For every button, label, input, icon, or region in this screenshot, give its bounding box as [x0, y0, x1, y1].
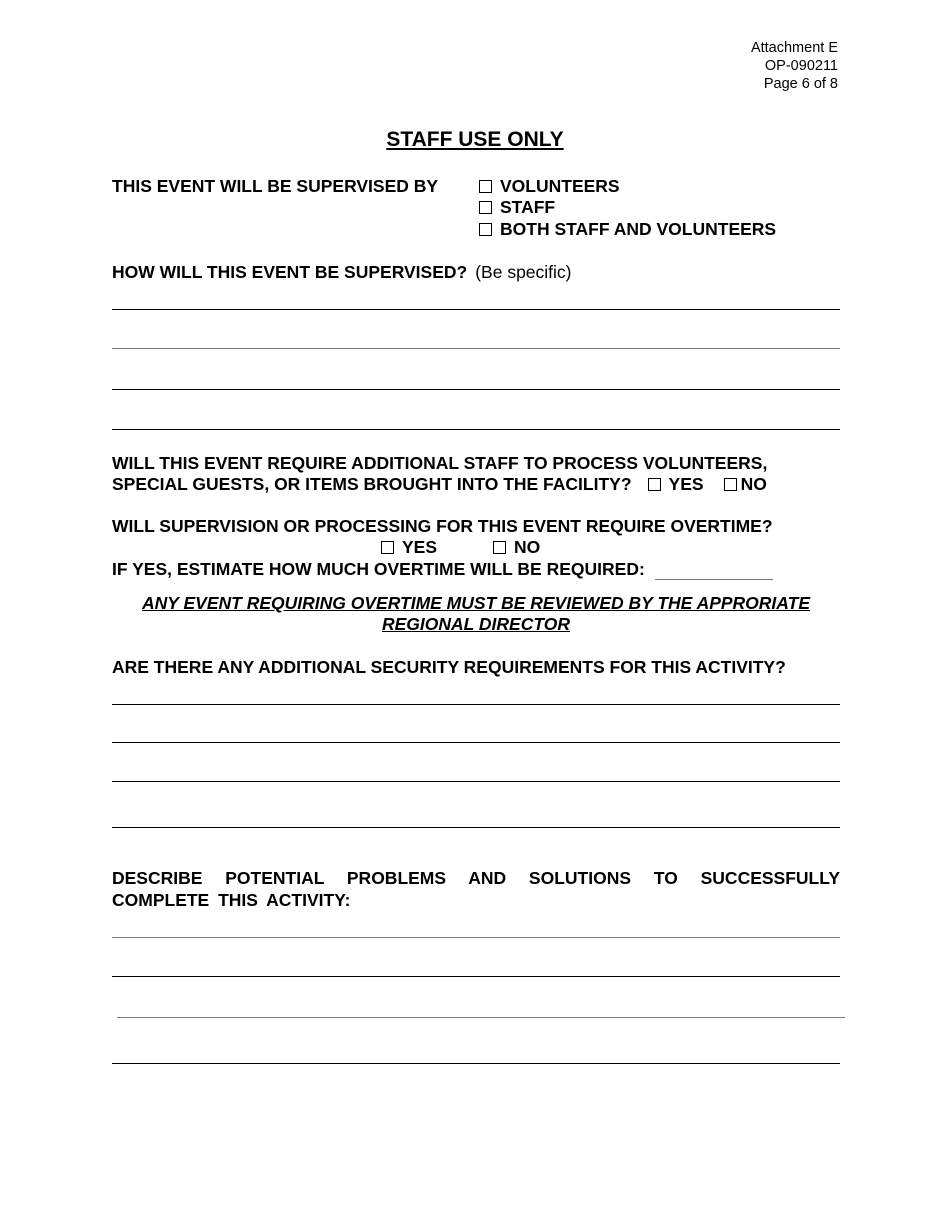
both-checkbox[interactable]	[479, 223, 492, 236]
page-number: Page 6 of 8	[763, 76, 838, 92]
answer-line[interactable]	[112, 827, 840, 828]
overtime-question: WILL SUPERVISION OR PROCESSING FOR THIS EVENT REQUIRE OVERTIME?	[112, 516, 773, 536]
overtime-no[interactable]	[493, 537, 540, 558]
notice-line2: REGIONAL DIRECTOR	[382, 614, 570, 634]
answer-line[interactable]	[112, 429, 840, 430]
notice-line1: ANY EVENT REQUIRING OVERTIME MUST BE REVIEWED BY THE APPRORIATE	[142, 593, 810, 613]
volunteers-checkbox[interactable]	[479, 180, 492, 193]
staff-label: STAFF	[500, 197, 556, 217]
answer-line[interactable]	[112, 742, 840, 743]
answer-line[interactable]	[112, 781, 840, 782]
how-supervised-hint: (Be specific)	[475, 262, 572, 282]
page-title: STAFF USE ONLY	[386, 128, 564, 151]
additional-staff-yes-checkbox[interactable]	[648, 478, 661, 491]
document-number: OP-090211	[764, 58, 838, 74]
overtime-estimate-input[interactable]	[655, 563, 773, 580]
both-label: BOTH STAFF AND VOLUNTEERS	[500, 219, 777, 239]
option-both[interactable]	[479, 219, 776, 240]
answer-line[interactable]	[112, 976, 840, 977]
answer-line[interactable]	[112, 704, 840, 705]
overtime-estimate-row	[112, 559, 773, 580]
additional-staff-no[interactable]	[724, 474, 767, 495]
additional-staff-question-line1: WILL THIS EVENT REQUIRE ADDITIONAL STAFF TO PROCESS VOLUNTEERS,	[112, 453, 768, 473]
answer-line[interactable]	[117, 1017, 845, 1018]
overtime-notice	[112, 593, 840, 635]
staff-checkbox[interactable]	[479, 201, 492, 214]
answer-line[interactable]	[112, 348, 840, 349]
additional-staff-question-line2	[112, 474, 767, 495]
overtime-no-label: NO	[514, 537, 541, 557]
overtime-yes-checkbox[interactable]	[381, 541, 394, 554]
additional-staff-yes[interactable]	[648, 474, 704, 495]
overtime-no-checkbox[interactable]	[493, 541, 506, 554]
additional-staff-label: SPECIAL GUESTS, OR ITEMS BROUGHT INTO THE FACILITY?	[112, 474, 632, 494]
overtime-yes-label: YES	[402, 537, 438, 557]
answer-line[interactable]	[112, 309, 840, 310]
additional-staff-no-checkbox[interactable]	[724, 478, 737, 491]
overtime-yes[interactable]	[381, 537, 437, 558]
answer-line[interactable]	[112, 937, 840, 938]
how-supervised-label: HOW WILL THIS EVENT BE SUPERVISED?	[112, 262, 468, 282]
security-question: ARE THERE ANY ADDITIONAL SECURITY REQUIREMENTS FOR THIS ACTIVITY?	[112, 657, 786, 677]
answer-line[interactable]	[112, 1063, 840, 1064]
problems-question: DESCRIBE POTENTIAL PROBLEMS AND SOLUTIONS TO SUCCESSFULLY COMPLETE THIS ACTIVITY:	[112, 868, 840, 910]
additional-staff-yes-label: YES	[668, 474, 704, 494]
supervised-by-label: THIS EVENT WILL BE SUPERVISED BY	[112, 176, 439, 196]
attachment-label: Attachment E	[750, 40, 838, 56]
option-staff[interactable]	[479, 197, 555, 218]
additional-staff-no-label: NO	[740, 474, 767, 494]
option-volunteers[interactable]	[479, 176, 620, 197]
document-header	[751, 39, 838, 93]
volunteers-label: VOLUNTEERS	[500, 176, 620, 196]
how-supervised-question	[112, 262, 572, 283]
overtime-estimate-label: IF YES, ESTIMATE HOW MUCH OVERTIME WILL BE REQUIRED:	[112, 559, 645, 579]
answer-line[interactable]	[112, 389, 840, 390]
